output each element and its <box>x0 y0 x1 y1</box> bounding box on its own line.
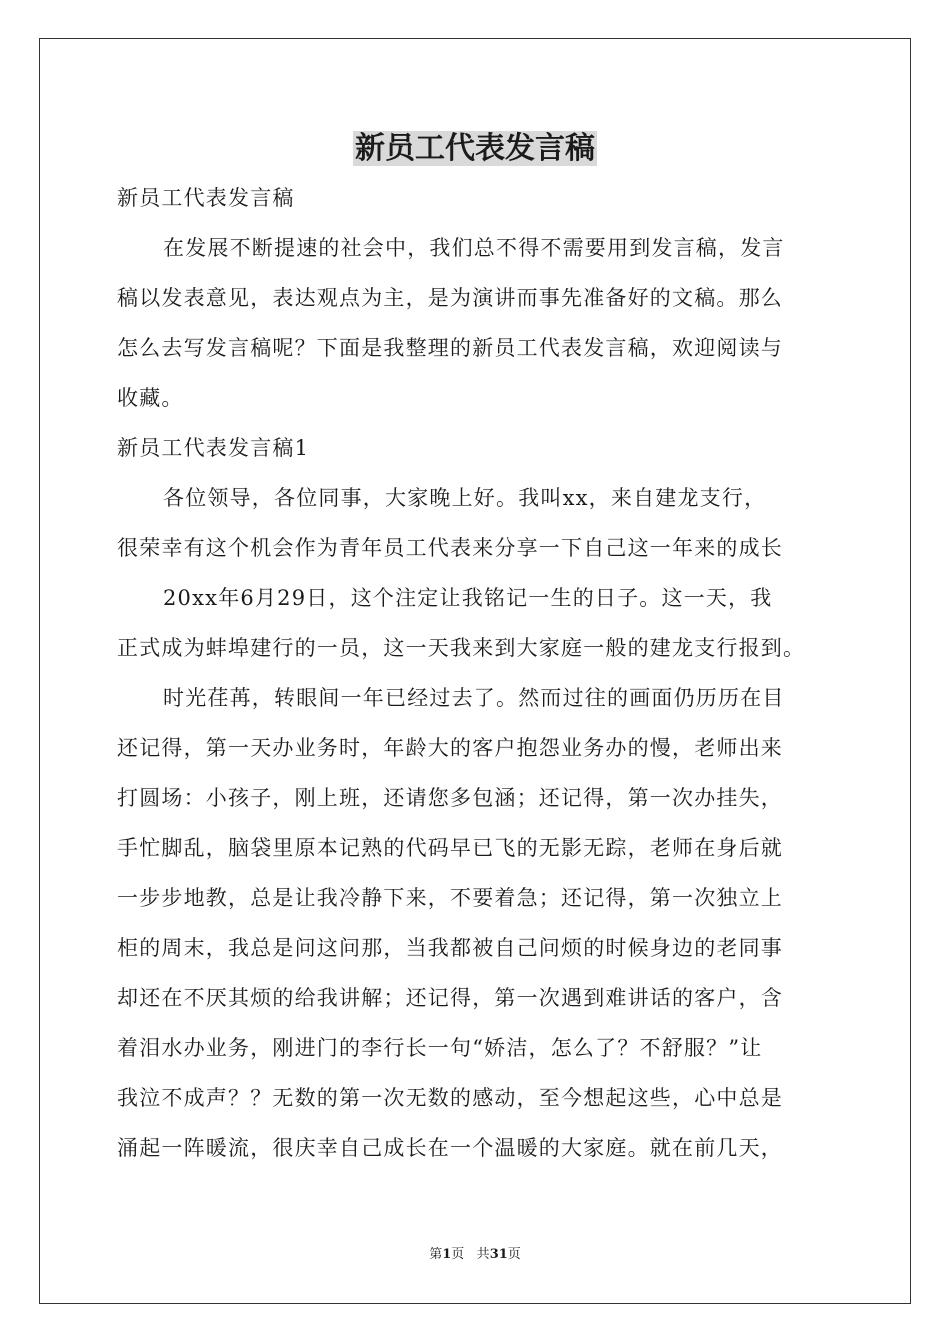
paragraph-line: 柜的周末，我总是问这问那，当我都被自己问烦的时候身边的老同事 <box>117 936 783 960</box>
paragraph-line: 时光荏苒，转眼间一年已经过去了。然而过往的画面仍历历在目 <box>163 686 785 710</box>
paragraph-line: 打圆场：小孩子，刚上班，还请您多包涵；还记得，第一次办挂失， <box>117 786 783 810</box>
paragraph-line: 在发展不断提速的社会中，我们总不得不需要用到发言稿，发言 <box>163 236 785 260</box>
paragraph-line: 我泣不成声？？无数的第一次无数的感动，至今想起这些，心中总是 <box>117 1086 783 1110</box>
paragraph-line: 却还在不厌其烦的给我讲解；还记得，第一次遇到难讲话的客户，含 <box>117 986 783 1010</box>
document-title-text: 新员工代表发言稿 <box>355 131 595 166</box>
paragraph-line: 着泪水办业务，刚进门的李行长一句“娇洁，怎么了？不舒服？”让 <box>117 1036 763 1060</box>
paragraph-line: 20xx年6月29日，这个注定让我铭记一生的日子。这一天，我 <box>163 586 773 610</box>
section-heading: 新员工代表发言稿1 <box>117 436 310 460</box>
paragraph-line: 很荣幸有这个机会作为青年员工代表来分享一下自己这一年来的成长 <box>117 536 783 560</box>
page-suffix: 页 <box>451 1247 465 1262</box>
paragraph-line: 正式成为蚌埠建行的一员，这一天我来到大家庭一般的建龙支行报到。 <box>117 636 806 660</box>
page-border <box>39 38 911 1304</box>
total-pages: 31 <box>489 1247 508 1262</box>
total-suffix: 页 <box>507 1247 521 1262</box>
paragraph-line: 各位领导，各位同事，大家晚上好。我叫xx，来自建龙支行， <box>163 486 767 510</box>
page-number: 1 <box>442 1247 452 1262</box>
paragraph-line: 怎么去写发言稿呢？下面是我整理的新员工代表发言稿，欢迎阅读与 <box>117 336 783 360</box>
total-prefix: 共 <box>476 1247 490 1262</box>
subtitle-line: 新员工代表发言稿 <box>117 186 295 210</box>
paragraph-line: 一步步地教，总是让我冷静下来，不要着急；还记得，第一次独立上 <box>117 886 783 910</box>
paragraph-line: 还记得，第一天办业务时，年龄大的客户抱怨业务办的慢，老师出来 <box>117 736 783 760</box>
paragraph-line: 收藏。 <box>117 386 184 410</box>
paragraph-line: 稿以发表意见，表达观点为主，是为演讲而事先准备好的文稿。那么 <box>117 286 783 310</box>
page-prefix: 第 <box>429 1247 443 1262</box>
paragraph-line: 涌起一阵暖流，很庆幸自己成长在一个温暖的大家庭。就在前几天， <box>117 1136 783 1160</box>
document-title <box>0 126 950 172</box>
paragraph-line: 手忙脚乱，脑袋里原本记熟的代码早已飞的无影无踪，老师在身后就 <box>117 836 783 860</box>
page-footer <box>0 1245 950 1265</box>
